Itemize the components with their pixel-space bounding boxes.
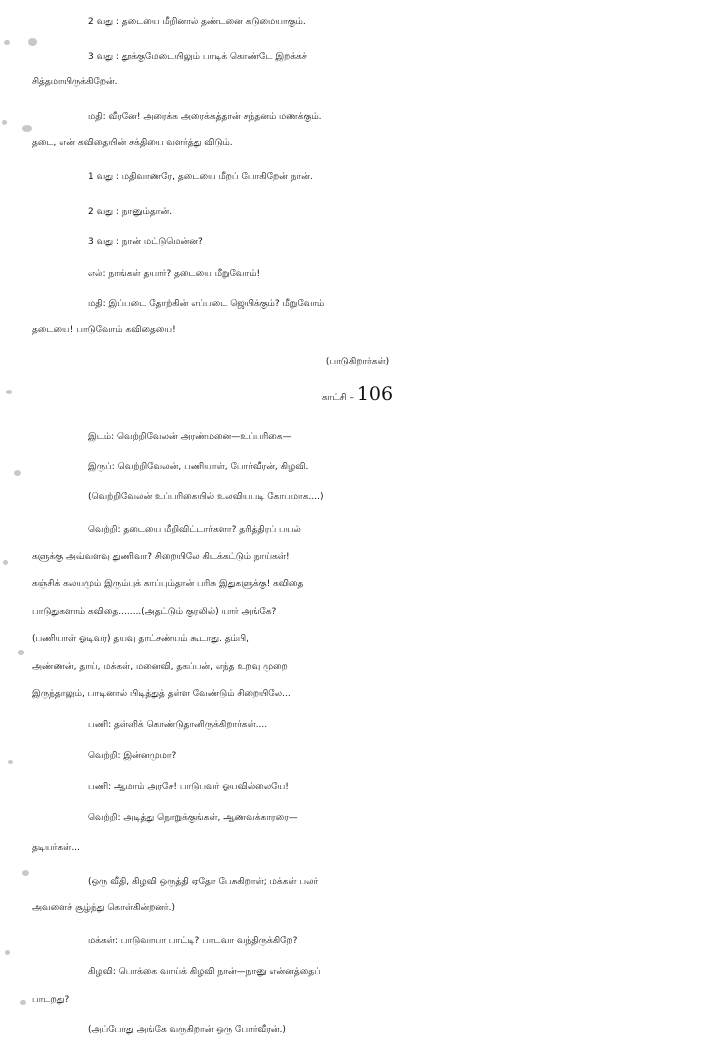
text-line: தடையை! பாடுவோம் கவிதையை!	[32, 325, 176, 335]
text-line: பாடறது?	[32, 995, 70, 1005]
scene-dash: –	[349, 393, 354, 403]
stage-direction: (பாடுகிறார்கள்)	[325, 357, 390, 367]
text-line: 1 வது : மதிவாணரே, தடையை மீறப் போகிறேன் நான்.	[88, 172, 313, 182]
scene-label: காட்சி	[321, 393, 347, 403]
scan-speck	[8, 760, 13, 764]
text-line: மதி: வீரனே! அரைக்க அரைக்கத்தான் சந்தனம் மணக்கும்.	[88, 112, 322, 122]
text-line: கிழவி: பொக்கை வாய்க் கிழவி நான்—நானு என்னத்தைப்	[88, 967, 321, 977]
text-line: அண்ணன், தாய், மக்கள், மனைவி, தகப்பன், எந்த உறவு முறை	[32, 662, 288, 672]
text-line: மதி: இப்படை தோற்கின் எப்படை ஜெயிக்கும்? மீறுவோம்	[88, 299, 325, 309]
text-line: 2 வது : தடையை மீறினால் தண்டனை கடுமையாகும்.	[88, 17, 306, 27]
scan-speck	[2, 120, 7, 125]
text-line: எல்: நாங்கள் தயார்? தடையை மீறுவோம்!	[88, 269, 261, 279]
text-line: வெற்றி: தடையை மீறிவிட்டார்களா? தரித்திரப் பயல்	[88, 525, 301, 535]
text-line: வெற்றி: அடித்து நொறுக்குங்கள், ஆணவக்காரரை—	[88, 813, 298, 823]
scene-number: 106	[356, 383, 394, 405]
scan-speck	[5, 950, 10, 955]
stage-direction: (ஒரு வீதி, கிழவி ஒருத்தி ஏதோ பேசுகிறாள்; மக்கள் பலர்	[88, 877, 319, 887]
scan-speck	[3, 560, 8, 565]
text-line: இருப்: வெற்றிவேலன், பணியாள், போர்வீரன், கிழவி.	[88, 462, 309, 472]
scan-speck	[28, 38, 37, 46]
stage-direction: (அப்போது அங்கே வருகிறான் ஒரு போர்வீரன்.)	[88, 1025, 286, 1035]
text-line: 2 வது : நானும்தான்.	[88, 207, 173, 217]
stage-direction: (வெற்றிவேலன் உப்பரிகையில் உலவியபடி கோபமாக....)	[88, 492, 324, 502]
text-line: வெற்றி: இன்னமுமா?	[88, 751, 177, 761]
text-line: பணி: தள்ளிக் கொண்டுதானிருக்கிறார்கள்....	[88, 720, 268, 730]
text-line: கஞ்சிக் கலயமும் இரும்புக் காப்பும்தான் பரிசு இதுகளுக்கு! கவிதை	[32, 579, 304, 589]
text-line: பாடுதுகளாம் கவிதை........(அதட்டும் குரலில்) யார் அங்கே?	[32, 607, 277, 617]
text-line: இடம்: வெற்றிவேலன் அரண்மனை—உப்பரிகை—	[88, 432, 292, 442]
scan-speck	[14, 470, 21, 476]
text-line: 3 வது : தூக்குமேடையிலும் பாடிக் கொண்டே இறக்கச்	[88, 52, 307, 62]
text-line: இருந்தாலும், பாடினால் பிடித்துத் தள்ள வேண்டும் சிறையிலே...	[32, 689, 291, 699]
text-line: சித்தமாயிருக்கிறேன்.	[32, 77, 118, 87]
text-line: பணி: ஆமாம் அரசே! பாடுபவர் ஓயவில்லையே!	[88, 782, 289, 792]
scan-speck	[22, 870, 29, 876]
scan-speck	[20, 1000, 26, 1005]
scan-speck	[22, 125, 32, 132]
text-line: 3 வது : நான் மட்டுமென்ன?	[88, 237, 203, 247]
scan-speck	[6, 390, 12, 394]
text-line: (பணியாள் ஓடிவர) தயவு தாட்சண்யம் கூடாது. தம்பி,	[32, 634, 249, 644]
text-line: களுக்கு அவ்வளவு துணிவா? சிறையிலே கிடக்கட்டும் நாய்கள்!	[32, 552, 290, 562]
text-line: தடியர்கள்...	[32, 843, 80, 853]
scan-speck	[4, 40, 10, 45]
scene-heading	[0, 382, 715, 410]
scan-speck	[18, 650, 24, 655]
text-line: மக்கள்: பாடுவாயா பாட்டி? பாடவா வந்திருக்கிறே?	[88, 936, 298, 946]
stage-direction: அவளைச் சூழ்ந்து கொள்கின்றனர்.)	[32, 903, 176, 913]
text-line: தடை, என் கவிதையின் சக்தியை வளர்த்து விடும்.	[32, 138, 233, 148]
